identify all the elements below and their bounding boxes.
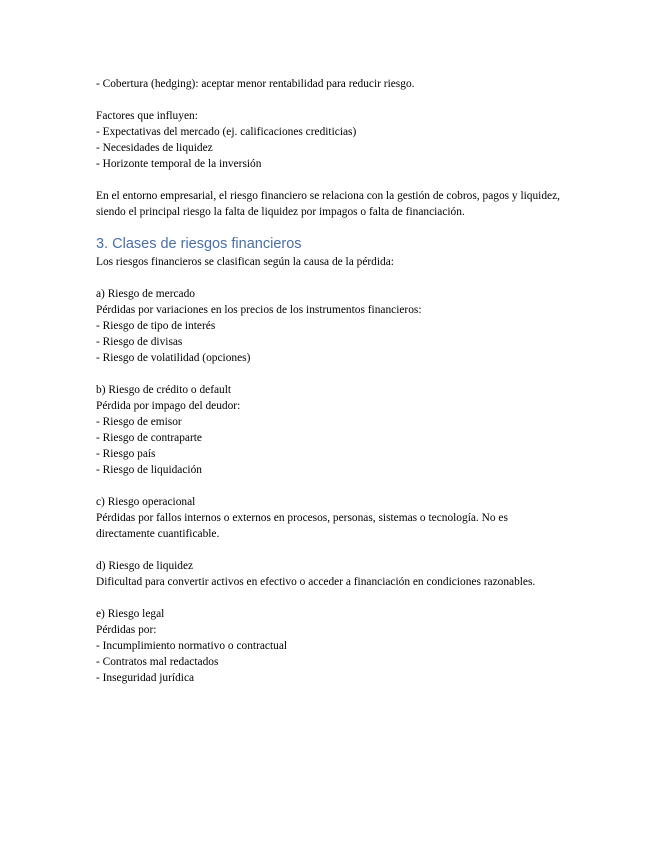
spacer [96, 542, 566, 558]
risk-b-item: - Riesgo de emisor [96, 416, 182, 428]
spacer [96, 478, 566, 494]
risk-a-title: a) Riesgo de mercado [96, 288, 195, 300]
risk-d-desc: Dificultad para convertir activos en efectivo o acceder a financiación en condiciones razonables. [96, 576, 536, 588]
section-intro: Los riesgos financieros se clasifican según la causa de la pérdida: [96, 256, 394, 268]
factor-item: - Expectativas del mercado (ej. calificaciones crediticias) [96, 126, 357, 138]
factor-item: - Necesidades de liquidez [96, 142, 213, 154]
document-page [96, 76, 566, 686]
risk-e-item: - Incumplimiento normativo o contractual [96, 640, 288, 652]
risk-c-desc: Pérdidas por fallos internos o externos en procesos, personas, sistemas o tecnología. No es directamente cuantificable. [96, 512, 508, 540]
risk-a-item: - Riesgo de volatilidad (opciones) [96, 352, 251, 364]
risk-a-item: - Riesgo de tipo de interés [96, 320, 216, 332]
risk-d-title: d) Riesgo de liquidez [96, 560, 194, 572]
enterprise-paragraph: En el entorno empresarial, el riesgo financiero se relaciona con la gestión de cobros, pagos y liquidez, siendo el principal riesgo la falta de liquidez por impagos o falta de financiación. [96, 190, 561, 218]
risk-e-item: - Inseguridad jurídica [96, 672, 195, 684]
spacer [96, 366, 566, 382]
risk-b-desc: Pérdida por impago del deudor: [96, 400, 241, 412]
spacer [96, 270, 566, 286]
factors-title: Factores que influyen: [96, 110, 198, 122]
factor-item: - Horizonte temporal de la inversión [96, 158, 262, 170]
risk-a-desc: Pérdidas por variaciones en los precios de los instrumentos financieros: [96, 304, 422, 316]
risk-e-item: - Contratos mal redactados [96, 656, 219, 668]
risk-e-title: e) Riesgo legal [96, 608, 165, 620]
risk-c-title: c) Riesgo operacional [96, 496, 196, 508]
hedging-line: - Cobertura (hedging): aceptar menor rentabilidad para reducir riesgo. [96, 78, 415, 90]
spacer [96, 172, 566, 188]
spacer [96, 590, 566, 606]
section-heading: 3. Clases de riesgos financieros [96, 236, 302, 252]
risk-e-desc: Pérdidas por: [96, 624, 157, 636]
spacer [96, 92, 566, 108]
risk-b-title: b) Riesgo de crédito o default [96, 384, 232, 396]
risk-b-item: - Riesgo país [96, 448, 156, 460]
risk-a-item: - Riesgo de divisas [96, 336, 183, 348]
risk-b-item: - Riesgo de liquidación [96, 464, 202, 476]
risk-b-item: - Riesgo de contraparte [96, 432, 202, 444]
